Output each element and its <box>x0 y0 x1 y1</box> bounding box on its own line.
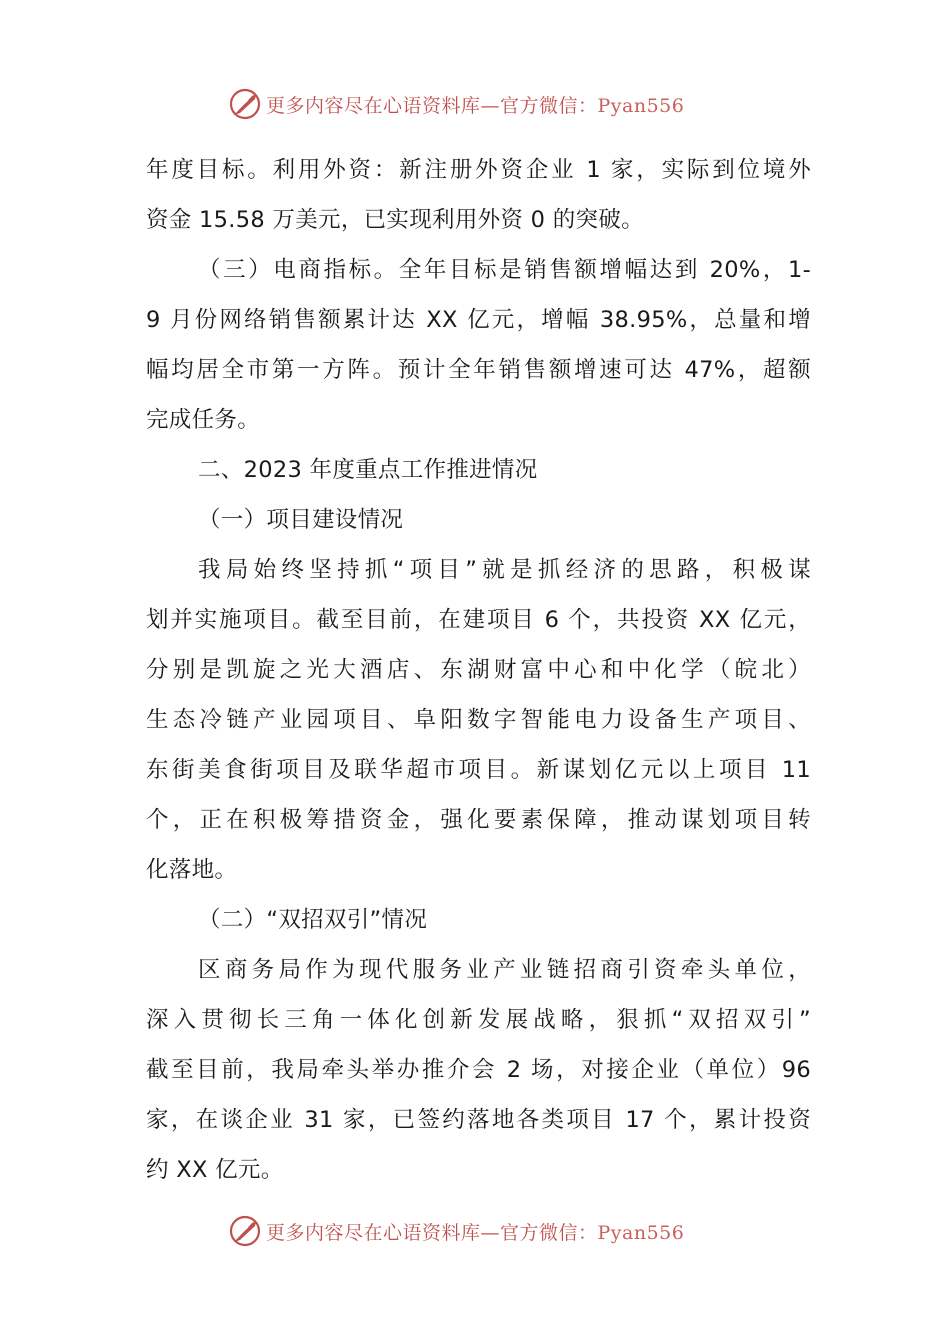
paragraph-line: 年度目标。利用外资：新注册外资企业 1 家，实际到位境外 <box>146 157 811 183</box>
section-heading: 二、2023 年度重点工作推进情况 <box>198 457 538 483</box>
footer-watermark-banner <box>228 1211 728 1251</box>
paragraph-line: 我局始终坚持抓“项目”就是抓经济的思路，积极谋 <box>198 557 811 583</box>
document-body <box>146 145 811 1195</box>
quill-logo-icon <box>228 1214 262 1248</box>
paragraph-line: 截至目前，我局牵头举办推介会 2 场，对接企业（单位）96 <box>146 1057 811 1083</box>
subsection-heading: （二）“双招双引”情况 <box>198 907 428 933</box>
paragraph-line: 区商务局作为现代服务业产业链招商引资牵头单位， <box>198 957 811 983</box>
paragraph-line: 幅均居全市第一方阵。预计全年销售额增速可达 47%，超额 <box>146 357 811 383</box>
section-heading-line: （三）电商指标。全年目标是销售额增幅达到 20%，1- <box>198 257 811 283</box>
paragraph-line: 资金 15.58 万美元，已实现利用外资 0 的突破。 <box>146 207 644 233</box>
paragraph-line: 个，正在积极筹措资金，强化要素保障，推动谋划项目转 <box>146 807 811 833</box>
paragraph-line: 9 月份网络销售额累计达 XX 亿元，增幅 38.95%，总量和增 <box>146 307 811 333</box>
paragraph-line: 深入贯彻长三角一体化创新发展战略，狠抓“双招双引” <box>146 1007 811 1033</box>
paragraph-line: 化落地。 <box>146 857 238 883</box>
paragraph-line: 划并实施项目。截至目前，在建项目 6 个，共投资 XX 亿元， <box>146 607 811 633</box>
quill-logo-icon <box>228 87 262 121</box>
paragraph-line: 完成任务。 <box>146 407 261 433</box>
banner-text: 更多内容尽在心语资料库—官方微信：Pyan556 <box>266 1221 685 1244</box>
paragraph-line: 家，在谈企业 31 家，已签约落地各类项目 17 个，累计投资 <box>146 1107 811 1133</box>
paragraph-line: 分别是凯旋之光大酒店、东湖财富中心和中化学（皖北） <box>146 657 811 683</box>
paragraph-line: 约 XX 亿元。 <box>146 1157 284 1183</box>
paragraph-line: 生态冷链产业园项目、阜阳数字智能电力设备生产项目、 <box>146 707 811 733</box>
header-watermark-banner <box>228 84 728 124</box>
banner-text: 更多内容尽在心语资料库—官方微信：Pyan556 <box>266 94 685 117</box>
paragraph-line: 东街美食街项目及联华超市项目。新谋划亿元以上项目 11 <box>146 757 811 783</box>
subsection-heading: （一）项目建设情况 <box>198 507 404 533</box>
